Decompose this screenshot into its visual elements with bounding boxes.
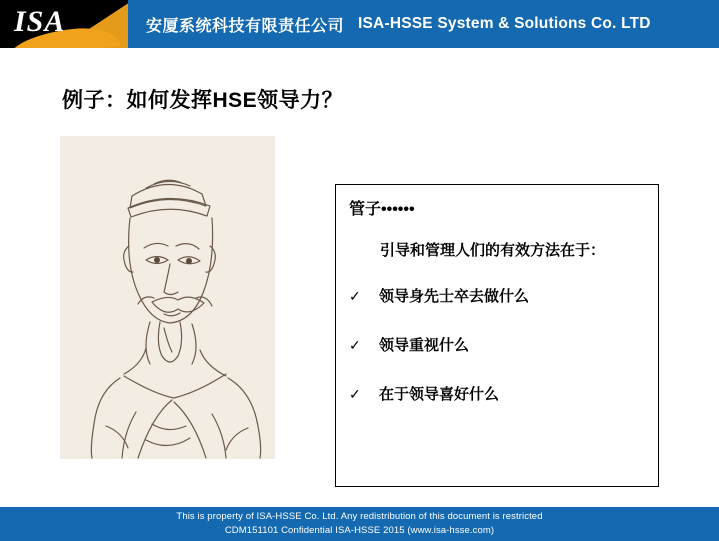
portrait-image (60, 136, 275, 459)
list-item (349, 285, 649, 306)
textbox-subheading: 引导和管理人们的有效方法在于： (380, 242, 606, 259)
list-item-label: 领导重视什么 (379, 337, 470, 354)
slide-body (0, 48, 719, 507)
bullet-list (349, 285, 649, 432)
footer-line-1: This is property of ISA-HSSE Co. Ltd. Any redistribution of this document is restricted (176, 511, 543, 522)
check-icon: ✓ (349, 386, 361, 402)
header-title-english: ISA-HSSE System & Solutions Co. LTD (358, 15, 651, 32)
list-item (349, 334, 649, 355)
list-item-label: 在于领导喜好什么 (379, 386, 500, 403)
footer-line-2: CDM151101 Confidential ISA-HSSE 2015 (www.isa-hsse.com) (224, 525, 495, 536)
portrait-sketch-icon (60, 136, 275, 459)
logo-block (0, 0, 128, 48)
check-icon: ✓ (349, 337, 361, 353)
slide-footer (0, 507, 719, 541)
header-title-bar (128, 0, 719, 48)
logo-text: ISA (14, 5, 66, 38)
header-title-chinese: 安厦系统科技有限责任公司 (146, 17, 345, 35)
list-item-label: 领导身先士卒去做什么 (379, 288, 530, 305)
list-item (349, 383, 649, 404)
page-title: 例子：如何发挥HSE领导力？ (62, 89, 344, 112)
textbox-heading: 管子•••••• (349, 201, 415, 218)
check-icon: ✓ (349, 288, 361, 304)
slide-header (0, 0, 719, 48)
content-textbox (335, 184, 659, 487)
